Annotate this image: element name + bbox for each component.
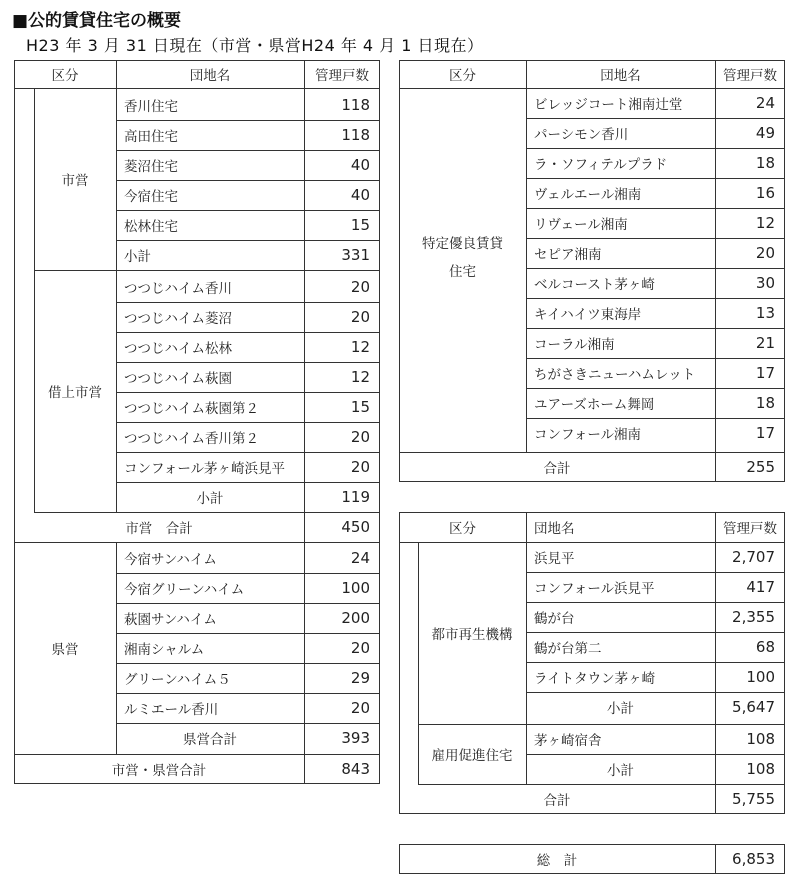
row-name: つつじハイム香川第２ bbox=[124, 431, 259, 447]
row-name: 萩園サンハイム bbox=[124, 612, 217, 628]
row-units: 30 bbox=[755, 274, 775, 292]
row-name: リヴェール湘南 bbox=[534, 217, 628, 233]
group-tokutei bbox=[399, 88, 526, 452]
group-ur: 都市再生機構 bbox=[431, 627, 513, 643]
left-grand-total-label: 市営・県営合計 bbox=[111, 763, 207, 779]
row-name: 小計 bbox=[124, 249, 151, 265]
row-units: 40 bbox=[350, 186, 370, 204]
group-tokutei-line2: 住宅 bbox=[449, 264, 476, 280]
row-name: コーラル湘南 bbox=[534, 337, 615, 353]
row-units: 15 bbox=[350, 216, 370, 234]
row-units: 29 bbox=[350, 669, 370, 687]
row-name: 浜見平 bbox=[534, 551, 575, 567]
row-units: 20 bbox=[350, 308, 370, 326]
group-kariage: 借上市営 bbox=[48, 385, 102, 401]
row-name: コンフォール茅ヶ崎浜見平 bbox=[124, 461, 286, 477]
header-name: 団地名 bbox=[534, 521, 575, 537]
row-name: 湘南シャルム bbox=[124, 642, 205, 658]
row-name: つつじハイム萩園 bbox=[124, 371, 232, 387]
row-units: 118 bbox=[341, 96, 370, 114]
row-name: 松林住宅 bbox=[124, 219, 178, 235]
group-koyo: 雇用促進住宅 bbox=[431, 748, 513, 764]
shiei-total-units: 450 bbox=[341, 518, 370, 536]
header-name: 団地名 bbox=[600, 68, 641, 84]
header-units: 管理戸数 bbox=[723, 521, 777, 537]
row-name: グリーンハイム５ bbox=[124, 672, 231, 688]
row-units: 12 bbox=[755, 214, 775, 232]
row-units: 119 bbox=[341, 488, 370, 506]
ur-total-units: 5,755 bbox=[732, 790, 775, 808]
row-units: 100 bbox=[341, 579, 370, 597]
row-units: 17 bbox=[755, 364, 775, 382]
header-units: 管理戸数 bbox=[315, 68, 369, 84]
row-units: 2,355 bbox=[732, 608, 775, 626]
row-units: 118 bbox=[341, 126, 370, 144]
row-units: 200 bbox=[341, 609, 370, 627]
group-shiei: 市営 bbox=[61, 173, 89, 189]
row-units: 17 bbox=[755, 424, 775, 442]
group-tokutei-line1: 特定優良賃貸 bbox=[422, 236, 503, 252]
row-units: 5,647 bbox=[732, 698, 775, 716]
overall-total-label: 総 計 bbox=[536, 853, 578, 869]
row-units: 20 bbox=[350, 458, 370, 476]
row-units: 21 bbox=[755, 334, 775, 352]
group-kenei: 県営 bbox=[51, 642, 79, 658]
left-grand-total-units: 843 bbox=[341, 760, 370, 778]
row-units: 13 bbox=[755, 304, 775, 322]
row-units: 20 bbox=[350, 699, 370, 717]
row-name: 茅ヶ崎宿舎 bbox=[534, 733, 602, 749]
header-category: 区分 bbox=[51, 68, 79, 84]
row-name: つつじハイム萩園第２ bbox=[124, 401, 259, 417]
row-name: 小計 bbox=[196, 491, 224, 507]
row-units: 20 bbox=[755, 244, 775, 262]
row-name: セピア湘南 bbox=[534, 247, 602, 263]
row-units: 40 bbox=[350, 156, 370, 174]
row-units: 331 bbox=[341, 246, 370, 264]
row-name: 今宿グリーンハイム bbox=[124, 582, 245, 598]
row-units: 15 bbox=[350, 398, 370, 416]
row-name: ちがさきニューハムレット bbox=[534, 367, 696, 383]
row-name: つつじハイム菱沼 bbox=[124, 311, 232, 327]
row-name: 鶴が台 bbox=[534, 611, 575, 627]
header-units: 管理戸数 bbox=[723, 68, 777, 84]
row-name: ビレッジコート湘南辻堂 bbox=[534, 97, 683, 113]
row-name: パーシモン香川 bbox=[534, 127, 629, 143]
row-name: キイハイツ東海岸 bbox=[534, 307, 642, 323]
row-units: 24 bbox=[350, 549, 370, 567]
row-name: 香川住宅 bbox=[124, 99, 178, 115]
row-units: 393 bbox=[341, 729, 370, 747]
row-name: 菱沼住宅 bbox=[124, 159, 178, 175]
header-name: 団地名 bbox=[189, 68, 231, 84]
row-units: 100 bbox=[746, 668, 775, 686]
row-name: つつじハイム松林 bbox=[124, 341, 232, 357]
row-units: 108 bbox=[746, 760, 775, 778]
row-units: 20 bbox=[350, 278, 370, 296]
row-name: ヴェルエール湘南 bbox=[534, 187, 642, 203]
row-name: コンフォール浜見平 bbox=[534, 581, 655, 597]
row-units: 2,707 bbox=[732, 548, 775, 566]
tokutei-total-label: 合計 bbox=[543, 461, 571, 477]
row-name: ベルコースト茅ヶ崎 bbox=[534, 277, 655, 293]
row-name: 今宿住宅 bbox=[124, 189, 178, 205]
row-name: 高田住宅 bbox=[124, 129, 178, 145]
row-name: 今宿サンハイム bbox=[124, 552, 217, 568]
as-of-date: H23 年 3 月 31 日現在（市営・県営H24 年 4 月 1 日現在） bbox=[26, 36, 484, 55]
row-name: 鶴が台第二 bbox=[534, 641, 602, 657]
row-units: 68 bbox=[755, 638, 775, 656]
row-units: 16 bbox=[755, 184, 775, 202]
row-name: 小計 bbox=[607, 763, 634, 779]
row-name: つつじハイム香川 bbox=[124, 281, 232, 297]
page-title: ■公的賃貸住宅の概要 bbox=[12, 11, 182, 31]
row-name: ルミエール香川 bbox=[124, 702, 219, 718]
row-units: 24 bbox=[755, 94, 775, 112]
header-category: 区分 bbox=[449, 68, 476, 84]
row-name: 県営合計 bbox=[183, 732, 237, 748]
row-name: ユアーズホーム舞岡 bbox=[534, 397, 655, 413]
header-category: 区分 bbox=[449, 521, 476, 537]
row-units: 12 bbox=[350, 338, 370, 356]
row-units: 20 bbox=[350, 639, 370, 657]
row-name: コンフォール湘南 bbox=[534, 427, 642, 443]
row-units: 12 bbox=[350, 368, 370, 386]
overall-total-units: 6,853 bbox=[732, 850, 775, 868]
row-units: 18 bbox=[755, 394, 775, 412]
row-units: 18 bbox=[755, 154, 775, 172]
row-name: 小計 bbox=[607, 701, 634, 717]
row-name: ライトタウン茅ヶ崎 bbox=[534, 671, 656, 687]
tokutei-total-units: 255 bbox=[746, 458, 775, 476]
row-units: 417 bbox=[746, 578, 775, 596]
shiei-total-label: 市営 合計 bbox=[125, 521, 193, 537]
row-units: 108 bbox=[746, 730, 775, 748]
row-units: 49 bbox=[755, 124, 775, 142]
row-units: 20 bbox=[350, 428, 370, 446]
ur-total-label: 合計 bbox=[543, 793, 571, 809]
row-name: ラ・ソフィテルプラド bbox=[534, 157, 668, 173]
